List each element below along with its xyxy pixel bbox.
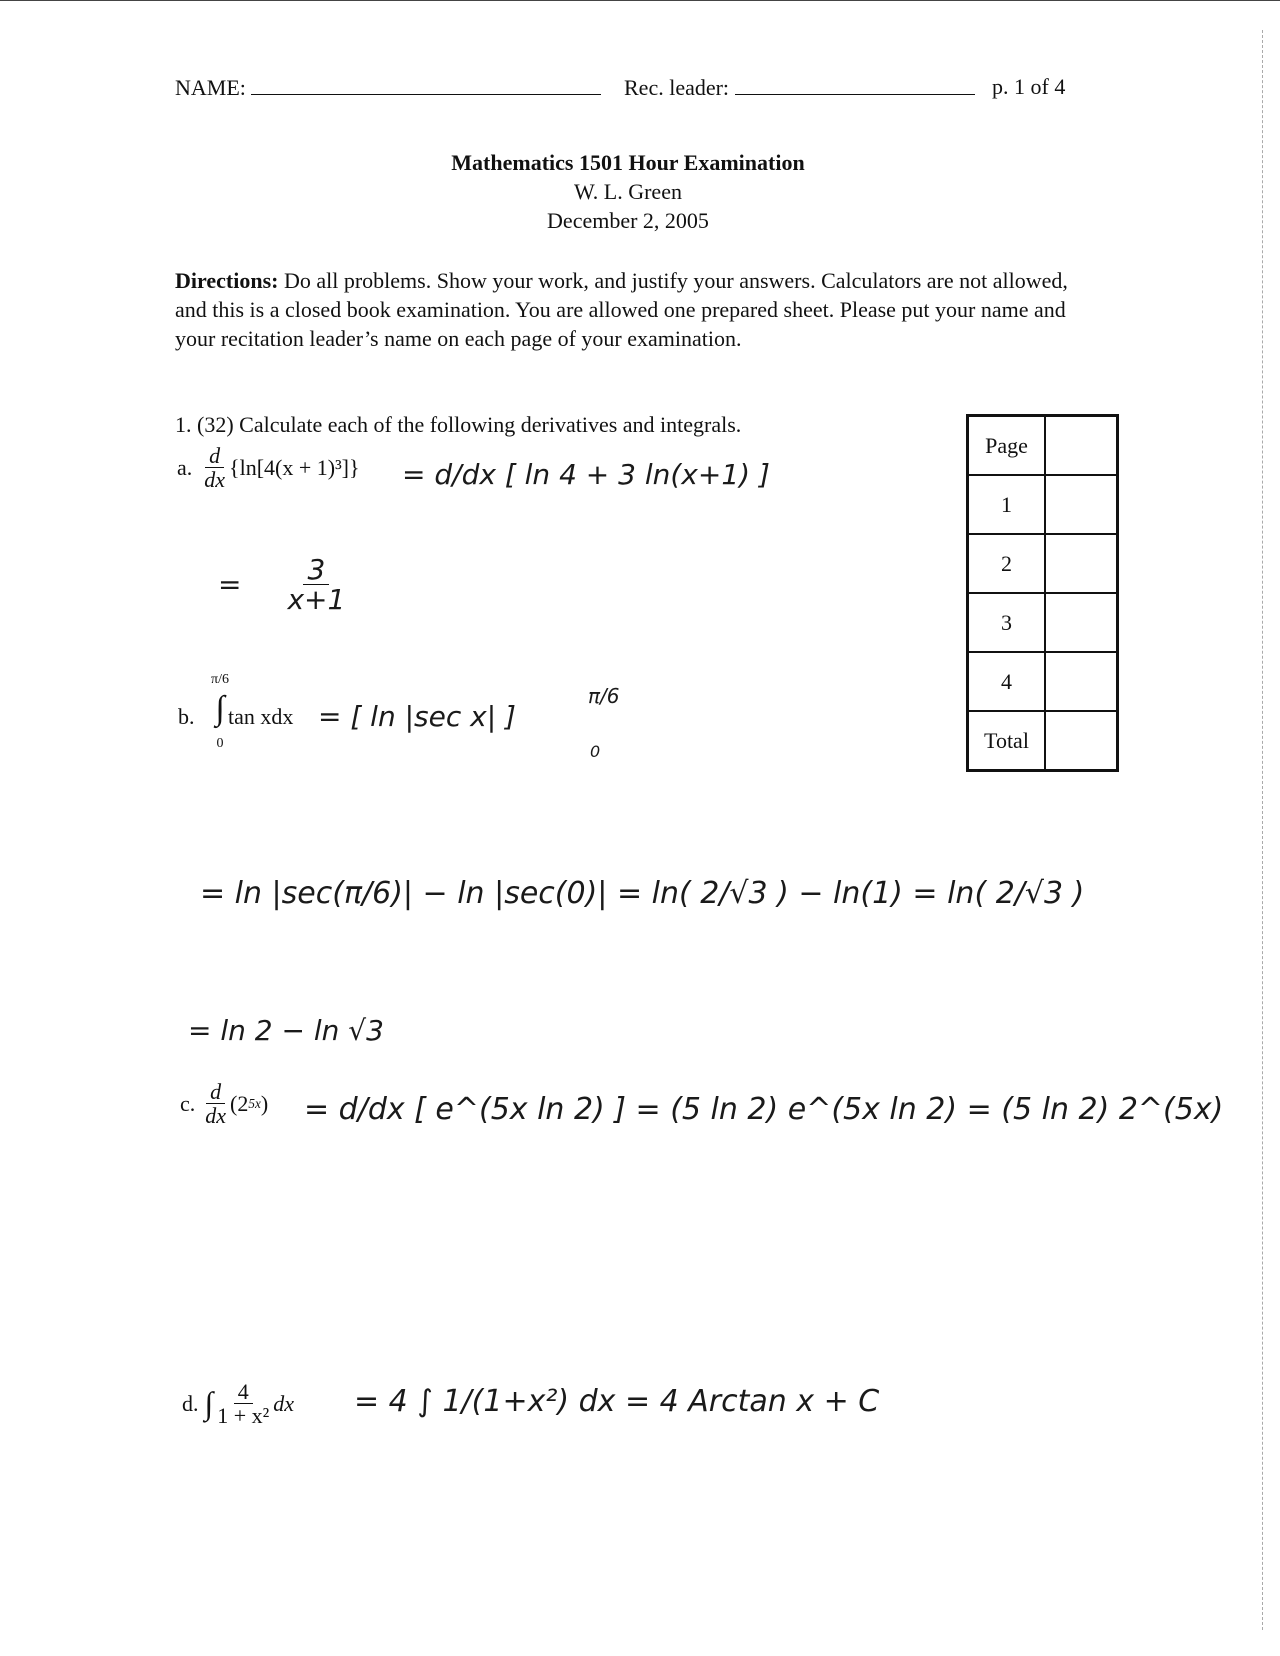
score-cell[interactable] xyxy=(1045,711,1118,771)
part-a xyxy=(177,444,360,491)
name-field xyxy=(175,74,601,101)
part-c-expression: (2 xyxy=(230,1090,249,1116)
exam-title: Mathematics 1501 Hour Examination xyxy=(451,150,805,175)
directions xyxy=(175,266,1095,353)
part-b-work-lower: 0 xyxy=(590,742,601,761)
score-table-row xyxy=(968,652,1118,711)
part-d-denominator: 1 + x² xyxy=(217,1403,270,1429)
derivative-operator: $\frac{d}{dx}$ xyxy=(204,443,226,493)
scan-edge xyxy=(1262,30,1263,1630)
rec-leader-field xyxy=(624,74,975,101)
part-c-work: = d/dx [ e^(5x ln 2) ] = (5 ln 2) e^(5x ln 2) = (5 ln 2) 2^(5x) xyxy=(304,1092,1224,1127)
part-c-exponent: 5x xyxy=(248,1095,261,1111)
score-table-row xyxy=(968,711,1118,771)
derivative-operator-c: $\frac{d}{dx}$ xyxy=(205,1079,227,1129)
score-table-page: 3 xyxy=(968,593,1046,652)
part-d-numerator: 4 xyxy=(234,1380,253,1404)
score-table xyxy=(966,414,1119,772)
part-b-work-line-2: = ln |sec(π/6)| − ln |sec(0)| = ln( 2/√3 ) − ln(1) = ln( 2/√3 ) xyxy=(200,876,1085,911)
part-b-expression: tan xdx xyxy=(228,704,294,729)
directions-label: Directions: xyxy=(175,268,279,293)
part-a-work-line-1: = d/dx [ ln 4 + 3 ln(x+1) ] xyxy=(402,458,770,491)
page-number: p. 1 of 4 xyxy=(992,74,1066,99)
part-a-expression: {ln[4(x + 1)³]} xyxy=(229,454,360,480)
part-d-tail: dx xyxy=(273,1390,295,1416)
part-a-work-line-2: = $\frac{3}{x+1}$ xyxy=(218,555,349,615)
part-b-work-upper: π/6 xyxy=(588,684,620,708)
exam-author: W. L. Green xyxy=(574,179,682,204)
score-table-row xyxy=(968,416,1118,476)
part-d xyxy=(182,1380,294,1427)
score-table-total: Total xyxy=(968,711,1046,771)
rec-leader-blank[interactable] xyxy=(735,74,975,95)
part-b-label: b. xyxy=(178,704,195,729)
part-c-label: c. xyxy=(180,1090,196,1116)
top-border xyxy=(0,0,1280,1)
rec-leader-label: Rec. leader: xyxy=(624,75,730,100)
part-a-label: a. xyxy=(177,454,193,480)
score-table-row xyxy=(968,475,1118,534)
part-b-work-line-1 xyxy=(318,700,516,733)
score-table-row xyxy=(968,593,1118,652)
integral-sign-d: ∫ xyxy=(204,1385,214,1422)
integral-sign: ∫ xyxy=(215,690,225,727)
exam-date: December 2, 2005 xyxy=(547,208,709,233)
part-b-upper-limit: π/6 xyxy=(211,672,229,687)
part-d-label: d. xyxy=(182,1390,199,1416)
name-label: NAME: xyxy=(175,75,246,100)
name-blank[interactable] xyxy=(251,74,601,95)
score-cell[interactable] xyxy=(1045,416,1118,476)
directions-text: Do all problems. Show your work, and justify your answers. Calculators are not allowed, and this is a closed book examination. You are allowed one prepared sheet. Please put your name and your recitation leader’s name on each page of your examination. xyxy=(175,268,1068,351)
score-cell[interactable] xyxy=(1045,534,1118,593)
score-table-page: 1 xyxy=(968,475,1046,534)
score-cell[interactable] xyxy=(1045,593,1118,652)
part-a-answer-denominator: x+1 xyxy=(287,583,346,617)
part-b-work-line-3: = ln 2 − ln √3 xyxy=(188,1014,384,1047)
score-table-header: Page xyxy=(968,416,1046,476)
part-d-work: = 4 ∫ 1/(1+x²) dx = 4 Arctan x + C xyxy=(354,1384,880,1419)
problem-1-heading: 1. (32) Calculate each of the following derivatives and integrals. xyxy=(175,412,742,437)
score-table-page: 2 xyxy=(968,534,1046,593)
part-b-lower-limit: 0 xyxy=(216,736,224,751)
part-a-answer-numerator: 3 xyxy=(303,555,329,585)
part-d-fraction xyxy=(213,1380,273,1427)
score-table-page: 4 xyxy=(968,652,1046,711)
part-b-work-line-1-text: = [ ln |sec x| ] xyxy=(318,700,516,733)
part-c: c. $\frac{d}{dx}$ (2 5x ) xyxy=(180,1079,269,1129)
score-table-row xyxy=(968,534,1118,593)
score-cell[interactable] xyxy=(1045,652,1118,711)
score-cell[interactable] xyxy=(1045,475,1118,534)
